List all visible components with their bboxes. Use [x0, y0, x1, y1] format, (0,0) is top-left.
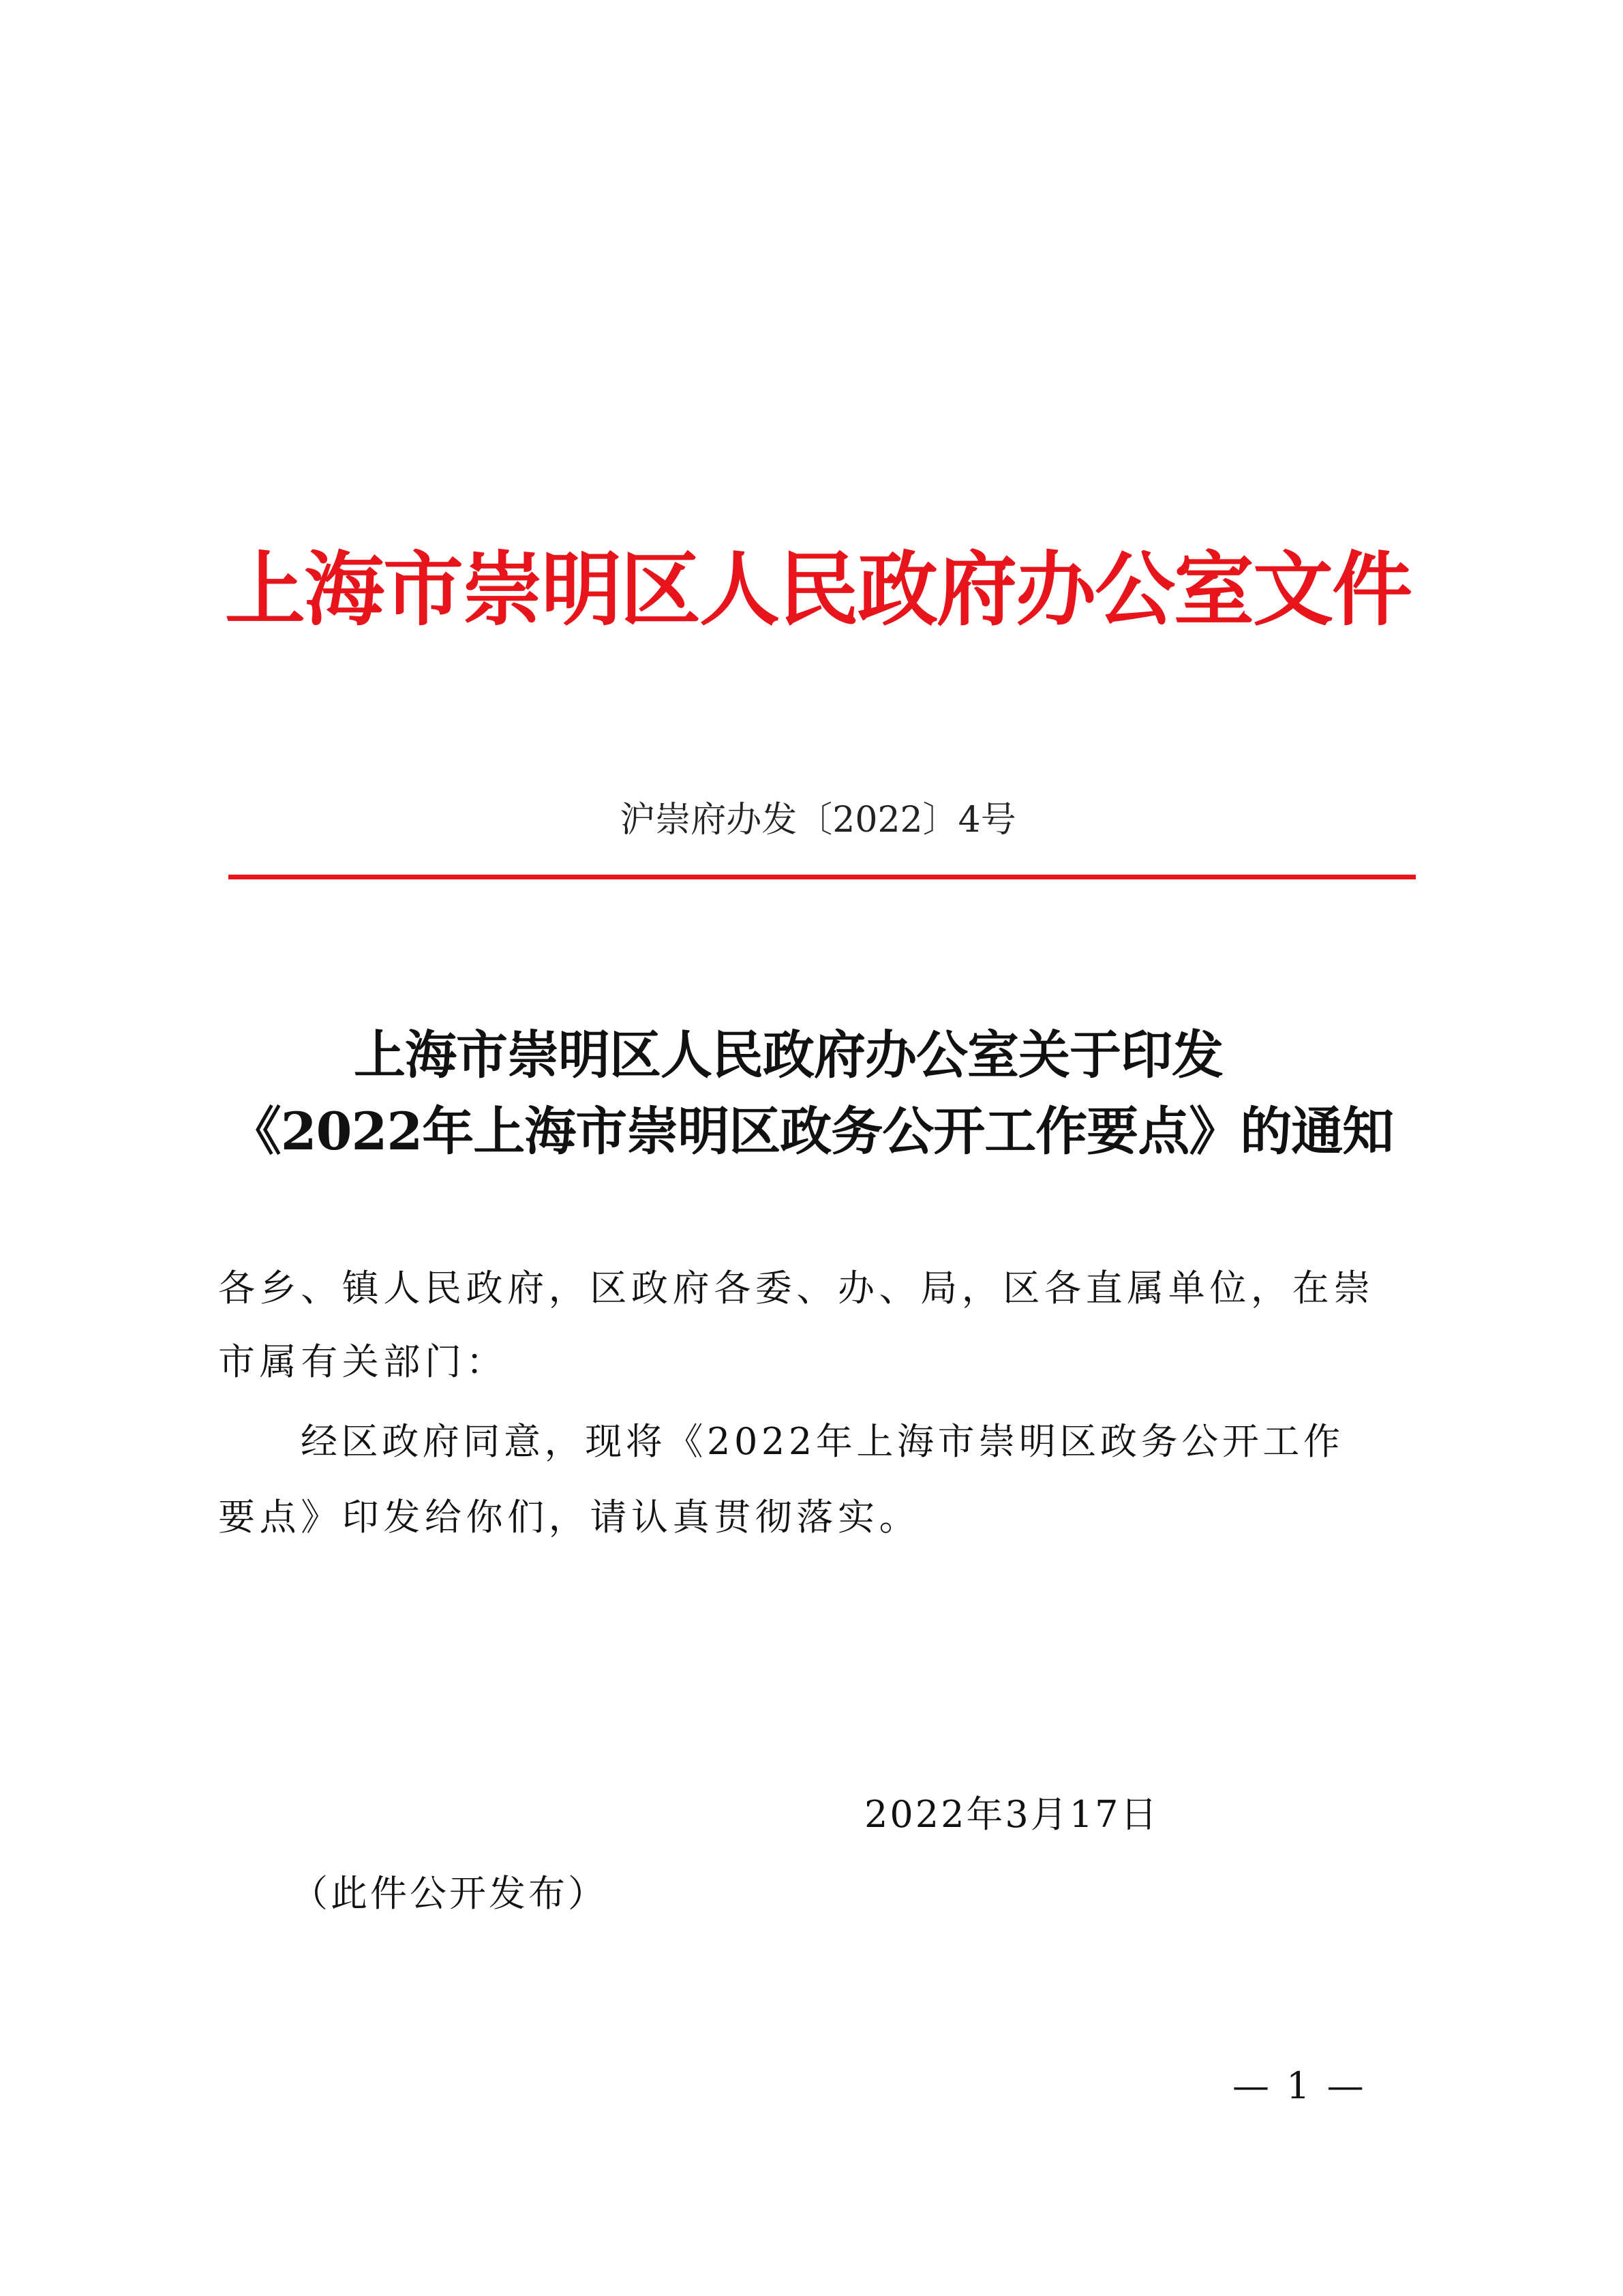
page-number: — 1 — — [1232, 2064, 1367, 2107]
addressee-line-2: 市属有关部门： — [218, 1340, 508, 1383]
issuer-header-title: 上海市崇明区人民政府办公室文件 — [224, 542, 1411, 637]
document-number: 沪崇府办发〔2022〕4号 — [620, 800, 1016, 841]
notice-title-line-1: 上海市崇明区人民政府办公室关于印发 — [354, 1025, 1223, 1085]
body-paragraph-line-2: 要点》印发给你们，请认真贯彻落实。 — [218, 1496, 921, 1539]
disclosure-note: （此件公开发布） — [291, 1872, 607, 1915]
body-paragraph-line-1: 经区政府同意，现将《2022年上海市崇明区政务公开工作 — [301, 1420, 1344, 1463]
issue-date: 2022年3月17日 — [864, 1793, 1159, 1836]
addressee-line-1: 各乡、镇人民政府，区政府各委、办、局，区各直属单位，在崇 — [218, 1267, 1375, 1310]
red-separator-line — [228, 875, 1416, 879]
notice-title-line-2: 《2022年上海市崇明区政务公开工作要点》的通知 — [229, 1101, 1394, 1162]
